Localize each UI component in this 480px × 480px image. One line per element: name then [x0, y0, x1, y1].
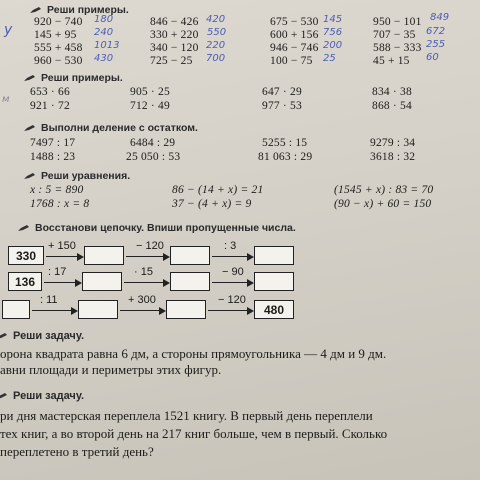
pencil-icon: [30, 6, 42, 14]
equation: (90 − x) + 60 = 150: [334, 198, 432, 210]
expression: 921 · 72: [30, 100, 70, 112]
handwritten-answer: 25: [323, 53, 336, 64]
expression: 6484 : 29: [130, 137, 176, 149]
expression: 725 − 25: [150, 55, 193, 67]
handwritten-answer: 430: [94, 53, 114, 64]
chain-box-empty[interactable]: [82, 272, 122, 291]
pencil-icon: [24, 172, 36, 180]
handwritten-answer: 220: [206, 40, 226, 51]
arrow: [124, 282, 168, 283]
expression: 25 050 : 53: [126, 151, 181, 163]
expression: 5255 : 15: [262, 137, 308, 149]
handwritten-answer: 180: [94, 14, 114, 25]
expression: 100 − 75: [270, 55, 313, 67]
chain-box-empty[interactable]: [166, 300, 206, 319]
arrow: [32, 310, 76, 311]
pencil-icon: [24, 124, 36, 132]
expression: 600 + 156: [270, 29, 319, 41]
equation: 37 − (4 + x) = 9: [172, 198, 252, 210]
chain-operation: : 11: [40, 294, 58, 306]
pencil-icon: [0, 392, 8, 400]
handwritten-answer: 1013: [94, 40, 120, 51]
task-1-line-1: орона квадрата равна 6 дм, а стороны прямоугольника — 4 дм и 9 дм.: [0, 346, 387, 361]
section-title-1: [30, 4, 129, 16]
expression: 905 · 25: [130, 86, 170, 98]
expression: 920 − 740: [34, 16, 83, 28]
section-title-text: Реши примеры.: [47, 4, 129, 16]
expression: 946 − 746: [270, 42, 319, 54]
expression: 45 + 15: [373, 55, 410, 67]
chain-box-empty[interactable]: [170, 246, 210, 265]
chain-box-empty[interactable]: [84, 246, 124, 265]
equation: 1768 : x = 8: [30, 198, 90, 210]
expression: 834 · 38: [372, 86, 412, 98]
handwritten-answer: 672: [426, 26, 446, 37]
expression: 675 − 530: [270, 16, 319, 28]
expression: 555 + 458: [34, 42, 83, 54]
section-title-text: Восстанови цепочку. Впиши пропущенные числа.: [35, 222, 296, 234]
task-2-line-2: тех книг, а во второй день на 217 книг больше, чем в первый. Сколько: [0, 426, 388, 441]
arrow: [212, 282, 252, 283]
chain-operation: + 150: [48, 240, 76, 252]
handwritten-answer: 849: [430, 12, 450, 23]
section-title-6: [0, 330, 84, 342]
handwritten-answer: 255: [426, 39, 446, 50]
chain-box-start: 136: [8, 272, 42, 291]
handwritten-answer: 145: [323, 14, 343, 25]
expression: 846 − 426: [150, 16, 199, 28]
handwritten-answer: 240: [94, 27, 114, 38]
chain-operation: − 120: [136, 240, 164, 252]
margin-note-m: м: [2, 94, 10, 105]
section-title-5: [18, 222, 296, 234]
section-title-7: [0, 390, 84, 402]
section-title-text: Реши задачу.: [13, 330, 85, 342]
chain-box-empty[interactable]: [254, 272, 294, 291]
equation: 86 − (14 + x) = 21: [172, 184, 264, 196]
chain-operation: : 3: [224, 240, 237, 252]
expression: 977 · 53: [262, 100, 302, 112]
equation: x : 5 = 890: [30, 184, 84, 196]
margin-note-y: у: [4, 22, 13, 38]
expression: 1488 : 23: [30, 151, 76, 163]
arrow: [46, 256, 82, 257]
chain-box-end: 480: [254, 300, 294, 319]
handwritten-answer: 420: [206, 14, 226, 25]
pencil-icon: [24, 74, 36, 82]
chain-box-empty[interactable]: [254, 246, 294, 265]
expression: 707 − 35: [373, 29, 416, 41]
task-2-line-3: переплетено в третий день?: [0, 444, 154, 459]
expression: 712 · 49: [130, 100, 170, 112]
handwritten-answer: 200: [323, 40, 343, 51]
expression: 9279 : 34: [370, 137, 416, 149]
expression: 330 + 220: [150, 29, 199, 41]
section-title-4: [24, 170, 130, 182]
expression: 960 − 530: [34, 55, 83, 67]
arrow: [208, 310, 252, 311]
chain-operation: + 300: [128, 294, 156, 306]
pencil-icon: [18, 224, 30, 232]
expression: 340 − 120: [150, 42, 199, 54]
expression: 81 063 : 29: [258, 151, 313, 163]
expression: 3618 : 32: [370, 151, 416, 163]
handwritten-answer: 700: [206, 53, 226, 64]
handwritten-answer: 60: [426, 52, 439, 63]
arrow: [212, 256, 252, 257]
handwritten-answer: 550: [207, 27, 227, 38]
arrow: [44, 282, 80, 283]
chain-operation: − 120: [218, 294, 246, 306]
chain-box-empty[interactable]: [2, 300, 30, 319]
chain-operation: − 90: [222, 266, 244, 278]
expression: 950 − 101: [373, 16, 422, 28]
chain-box-empty[interactable]: [170, 272, 210, 291]
expression: 7497 : 17: [30, 137, 76, 149]
task-1-line-2: авни площади и периметры этих фигур.: [0, 362, 222, 377]
expression: 868 · 54: [372, 100, 412, 112]
arrow: [126, 256, 168, 257]
section-title-text: Реши уравнения.: [41, 170, 131, 182]
expression: 588 − 333: [373, 42, 422, 54]
section-title-text: Реши задачу.: [13, 390, 85, 402]
expression: 647 · 29: [262, 86, 302, 98]
pencil-icon: [0, 332, 8, 340]
chain-box-start: 330: [8, 246, 44, 265]
chain-box-empty[interactable]: [78, 300, 118, 319]
equation: (1545 + x) : 83 = 70: [334, 184, 434, 196]
section-title-text: Выполни деление с остатком.: [41, 122, 198, 134]
section-title-3: [24, 122, 198, 134]
arrow: [120, 310, 164, 311]
task-2-line-1: ри дня мастерская переплела 1521 книгу. В первый день переплели: [0, 408, 373, 423]
chain-operation: · 15: [134, 266, 153, 278]
chain-operation: : 17: [48, 266, 67, 278]
expression: 145 + 95: [34, 29, 77, 41]
section-title-2: [24, 72, 123, 84]
expression: 653 · 66: [30, 86, 70, 98]
handwritten-answer: 756: [323, 27, 343, 38]
section-title-text: Реши примеры.: [41, 72, 123, 84]
